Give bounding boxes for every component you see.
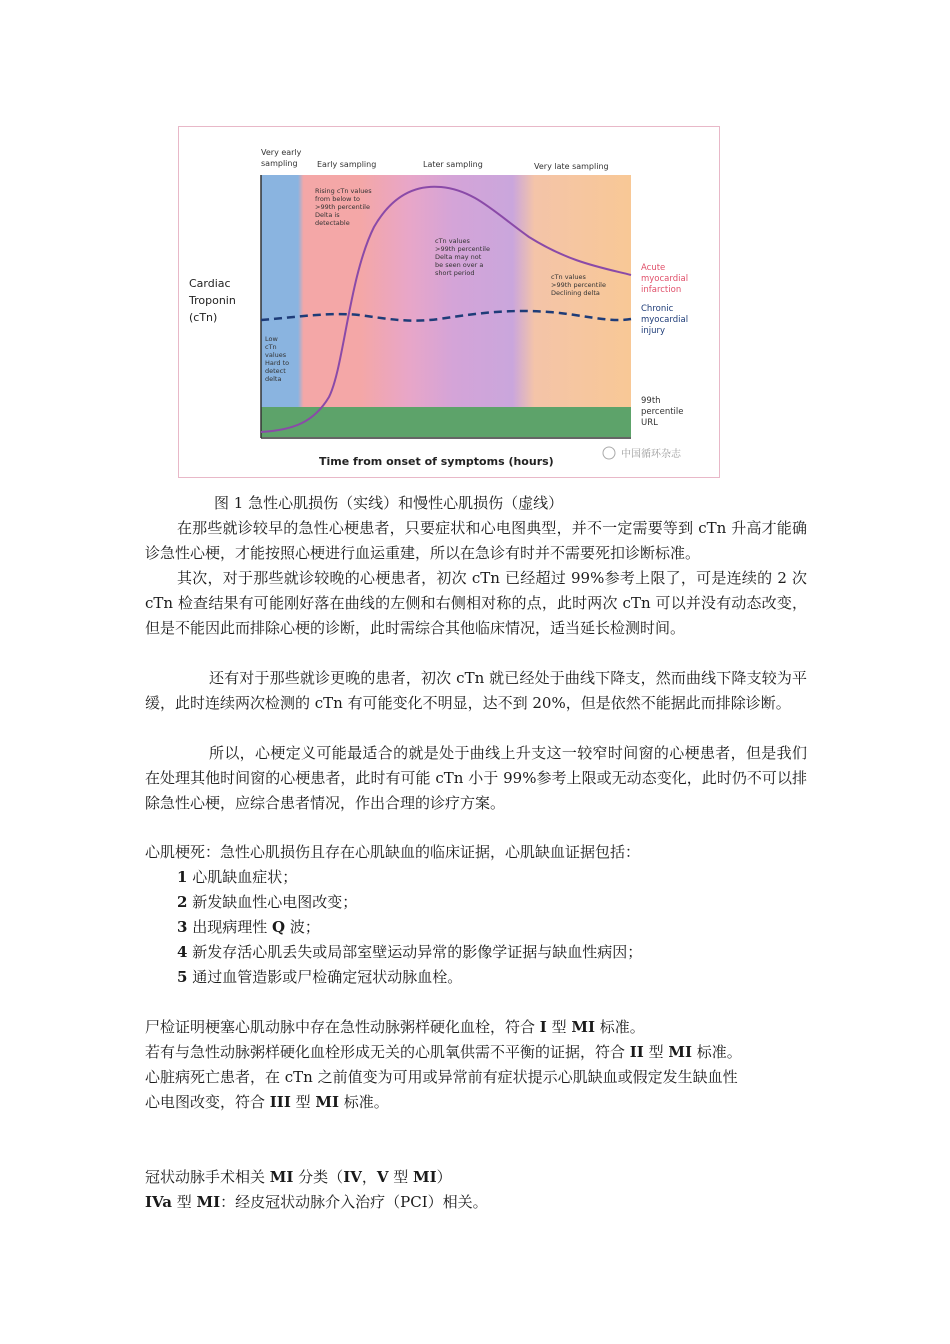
type-3-criteria-line1: 心脏病死亡患者，在 cTn 之前值变为可用或异常前有症状提示心肌缺血或假定发生缺血性	[145, 1068, 738, 1086]
label-very-early-2: sampling	[261, 159, 298, 168]
svg-text:values: values	[265, 351, 287, 359]
watermark	[603, 447, 682, 460]
troponin-chart	[179, 127, 721, 479]
label-very-early-1: Very early	[261, 148, 302, 157]
figure-caption: 图 1 急性心肌损伤（实线）和慢性心肌损伤（虚线）	[214, 494, 564, 512]
mi-item-2: 2 新发缺血性心电图改变；	[177, 893, 358, 911]
svg-text:Delta is: Delta is	[315, 211, 340, 219]
troponin-figure	[178, 126, 720, 478]
svg-text:中国循环杂志: 中国循环杂志	[621, 449, 681, 460]
y-label-3: (cTn)	[189, 311, 218, 324]
y-label-1: Cardiac	[189, 277, 231, 290]
svg-text:myocardial: myocardial	[641, 274, 689, 284]
svg-text:>99th percentile: >99th percentile	[435, 245, 490, 253]
label-later: Later sampling	[423, 160, 483, 169]
svg-text:Declining delta: Declining delta	[551, 289, 600, 297]
svg-text:cTn: cTn	[265, 343, 277, 351]
label-very-late: Very late sampling	[534, 162, 609, 171]
svg-text:Hard to: Hard to	[265, 359, 290, 367]
svg-text:cTn values: cTn values	[551, 273, 586, 281]
svg-text:injury: injury	[641, 326, 666, 336]
svg-text:99th: 99th	[641, 396, 661, 406]
legend-chronic	[641, 304, 688, 336]
svg-text:percentile: percentile	[641, 407, 684, 417]
svg-text:short period: short period	[435, 269, 475, 277]
paragraph-4: 所以，心梗定义可能最适合的就是处于曲线上升支这一较窄时间窗的心梗患者，但是我们在处理其他时间窗的心梗患者，此时有可能 cTn 小于 99%参考上限或无动态变化，此时仍不可以排除急性心梗，应综合患者情况，作出合理的诊疗方案。	[145, 744, 807, 812]
svg-text:Delta may not: Delta may not	[435, 253, 482, 261]
mi-item-3: 3 出现病理性 Q 波；	[177, 918, 320, 936]
svg-text:be seen over a: be seen over a	[435, 261, 484, 269]
svg-text:Rising cTn values: Rising cTn values	[315, 187, 372, 195]
type-3-criteria-line2: 心电图改变，符合 III 型 MI 标准。	[145, 1093, 389, 1111]
svg-text:Chronic: Chronic	[641, 304, 674, 314]
paragraph-1: 在那些就诊较早的急性心梗患者，只要症状和心电图典型，并不一定需要等到 cTn 升高才能确诊急性心梗，才能按照心梗进行血运重建，所以在急诊有时并不需要死扣诊断标准。	[145, 519, 807, 562]
paragraph-2: 其次，对于那些就诊较晚的心梗患者，初次 cTn 已经超过 99%参考上限了，可是连续的 2 次 cTn 检查结果有可能刚好落在曲线的左侧和右侧相对称的点，此时两次 cTn 可以并没有动态改变，但是不能因此而排除心梗的诊断，此时需综合其他临床情况，适当延长检测时间。	[145, 569, 807, 637]
label-early: Early sampling	[317, 160, 377, 169]
svg-text:cTn values: cTn values	[435, 237, 470, 245]
svg-text:>99th percentile: >99th percentile	[315, 203, 370, 211]
svg-text:detectable: detectable	[315, 219, 350, 227]
surgery-heading: 冠状动脉手术相关 MI 分类（IV，V 型 MI）	[145, 1168, 452, 1186]
svg-text:infarction: infarction	[641, 285, 682, 295]
svg-text:Acute: Acute	[641, 263, 666, 273]
svg-text:Low: Low	[265, 335, 278, 343]
type-1-criteria: 尸检证明梗塞心肌动脉中存在急性动脉粥样硬化血栓，符合 I 型 MI 标准。	[145, 1018, 645, 1036]
mi-item-4: 4 新发存活心肌丢失或局部室壁运动异常的影像学证据与缺血性病因；	[177, 943, 643, 961]
legend-acute	[641, 263, 688, 295]
paragraph-3: 还有对于那些就诊更晚的患者，初次 cTn 就已经处于曲线下降支，然而曲线下降支较为平缓，此时连续两次检测的 cTn 有可能变化不明显，达不到 20%，但是依然不能据此而排除诊断。	[145, 669, 807, 712]
svg-text:from below to: from below to	[315, 195, 361, 203]
watermark-icon	[603, 447, 615, 459]
x-label: Time from onset of symptoms (hours)	[319, 455, 554, 468]
svg-text:detect: detect	[265, 367, 286, 375]
legend-url	[641, 396, 684, 428]
mi-intro: 心肌梗死：急性心肌损伤且存在心肌缺血的临床证据，心肌缺血证据包括：	[145, 843, 641, 861]
mi-item-1: 1 心肌缺血症状；	[177, 868, 298, 886]
svg-text:delta: delta	[265, 375, 282, 383]
y-label-2: Troponin	[189, 294, 236, 307]
svg-text:myocardial: myocardial	[641, 315, 689, 325]
type-2-criteria: 若有与急性动脉粥样硬化血栓形成无关的心肌氧供需不平衡的证据，符合 II 型 MI 标准。	[145, 1043, 742, 1061]
svg-text:URL: URL	[641, 418, 658, 428]
mi-item-5: 5 通过血管造影或尸检确定冠状动脉血栓。	[177, 968, 463, 986]
type-4a-criteria: IVa 型 MI：经皮冠状动脉介入治疗（PCI）相关。	[145, 1193, 488, 1211]
svg-text:>99th percentile: >99th percentile	[551, 281, 606, 289]
